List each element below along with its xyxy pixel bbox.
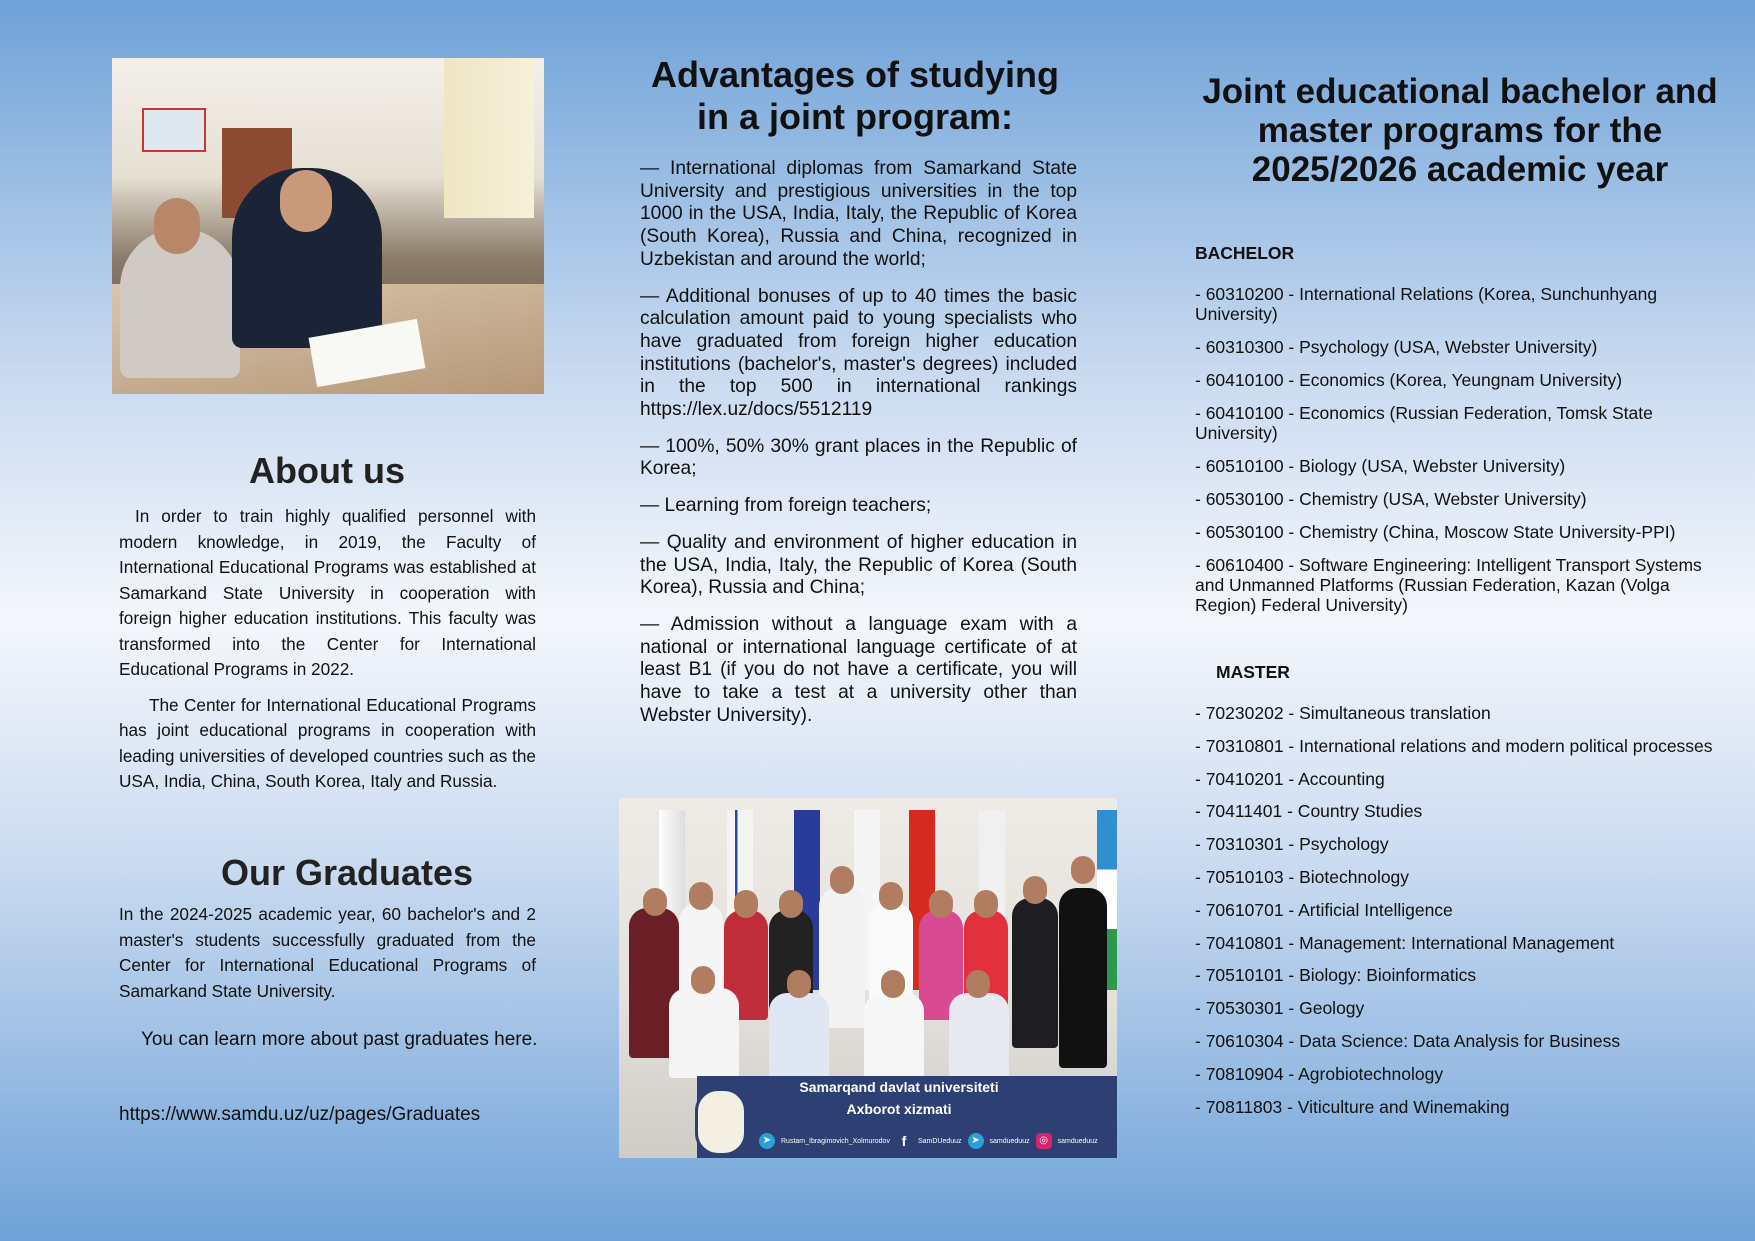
bachelor-list (1195, 284, 1725, 628)
advantage-item: — Additional bonuses of up to 40 times the basic calculation amount paid to young specialists who have graduated from foreign higher education institutions (bachelor's, master's degrees) included in the top 500 in international rankings https://lex.uz/docs/5512119 (640, 285, 1077, 421)
advantage-item: — Admission without a language exam with a national or international language certificate of at least B1 (if you do not have a certificate, you will have to take a test at a university other than Webster University). (640, 613, 1077, 726)
university-seal-icon (695, 1088, 747, 1156)
advantage-item: — Quality and environment of higher education in the USA, India, Italy, the Republic of Korea (South Korea), Russia and China; (640, 531, 1077, 599)
advantages-list (640, 158, 1077, 741)
photo-person (1059, 888, 1107, 1068)
master-program: - 70410801 - Management: International Management (1195, 932, 1615, 953)
about-paragraph: In order to train highly qualified personnel with modern knowledge, in 2019, the Faculty of International Educational Programs was established at Samarkand State University in cooperation with foreign higher education institutions. This faculty was transformed into the Center for International Educational Programs in 2022. (119, 506, 536, 679)
master-program: - 70810904 - Agrobiotechnology (1195, 1063, 1444, 1084)
graduates-title: Our Graduates (220, 852, 474, 893)
banner-telegram: Rustam_Ibragimovich_Xolmurodov (781, 1137, 890, 1145)
master-program: - 70610304 - Data Science: Data Analysis for Business (1195, 1030, 1621, 1051)
master-program: - 70410201 - Accounting (1195, 768, 1385, 789)
photo-person-head (691, 966, 715, 994)
graduates-more: You can learn more about past graduates here. (141, 1029, 538, 1050)
bachelor-program: - 60310200 - International Relations (Korea, Sunchunhyang University) (1195, 284, 1658, 324)
photo-person-head (643, 888, 667, 916)
photo-person-head (1023, 876, 1047, 904)
bachelor-program: - 60410100 - Economics (Korea, Yeungnam University) (1195, 370, 1623, 390)
master-label: MASTER (1216, 662, 1290, 682)
master-program: - 70411401 - Country Studies (1195, 801, 1423, 822)
programs-title: Joint educational bachelor and master programs for the 2025/2026 academic year (1202, 72, 1718, 189)
master-program: - 70310301 - Psychology (1195, 834, 1389, 855)
photo-person (864, 993, 924, 1078)
graduates-photo (619, 798, 1117, 1158)
banner-line-1: Samarqand davlat universiteti (799, 1079, 999, 1095)
photo-student-center-head (280, 170, 332, 232)
photo-student-left-head (154, 198, 200, 254)
advantages-title: Advantages of studying in a joint program: (650, 54, 1060, 137)
photo-person (669, 988, 739, 1078)
master-program: - 70230202 - Simultaneous translation (1195, 703, 1491, 723)
about-paragraph: The Center for International Educational Programs has joint educational programs in cooperation with leading universities of developed countries such as the USA, India, China, South Korea, Italy and Russia. (119, 694, 536, 791)
photo-person-head (1071, 856, 1095, 884)
photo-person-head (689, 882, 713, 910)
instagram-icon: ◎ (1036, 1133, 1052, 1149)
photo-person-head (787, 970, 811, 998)
banner-telegram-2: samdueduuz (989, 1137, 1030, 1145)
bachelor-program: - 60610400 - Software Engineering: Intelligent Transport Systems and Unmanned Platforms (Russian Federation, Kazan (Volga Region) Federal University) (1195, 555, 1702, 615)
photo-person-head (966, 970, 990, 998)
photo-person-head (974, 890, 998, 918)
photo-person-head (734, 890, 758, 918)
telegram-icon: ➤ (759, 1133, 775, 1149)
about-title: About us (249, 450, 405, 491)
photo-person-head (779, 890, 803, 918)
photo-person-head (929, 890, 953, 918)
photo-person-head (830, 866, 854, 894)
bachelor-program: - 60530100 - Chemistry (China, Moscow State University-PPI) (1195, 522, 1676, 542)
advantage-item: — Learning from foreign teachers; (640, 495, 932, 517)
photo-person-head (881, 970, 905, 998)
bachelor-program: - 60410100 - Economics (Russian Federation, Tomsk State University) (1195, 403, 1653, 443)
banner-instagram: samdueduuz (1057, 1137, 1098, 1145)
photo-person-head (879, 882, 903, 910)
photo-map-board (142, 108, 206, 152)
banner-facebook: SamDUeduuz (917, 1137, 962, 1145)
banner-social-row (759, 1130, 1115, 1152)
master-program: - 70510101 - Biology: Bioinformatics (1195, 965, 1477, 986)
bachelor-program: - 60530100 - Chemistry (USA, Webster University) (1195, 489, 1587, 509)
graduates-link[interactable]: https://www.samdu.uz/uz/pages/Graduates (119, 1104, 481, 1125)
advantage-item: — 100%, 50% 30% grant places in the Republic of Korea; (640, 435, 1077, 480)
bachelor-program: - 60310300 - Psychology (USA, Webster University) (1195, 337, 1598, 357)
master-list (1195, 703, 1725, 1129)
master-program: - 70610701 - Artificial Intelligence (1195, 899, 1453, 920)
photo-person (949, 993, 1009, 1078)
telegram-icon: ➤ (968, 1133, 984, 1149)
classroom-photo (112, 58, 544, 394)
bachelor-label: BACHELOR (1195, 243, 1295, 263)
photo-person (769, 993, 829, 1078)
banner-line-2: Axborot xizmati (846, 1101, 952, 1117)
bachelor-program: - 60510100 - Biology (USA, Webster University) (1195, 456, 1566, 476)
facebook-icon: f (901, 1133, 907, 1149)
about-text (119, 504, 536, 805)
advantage-item: — International diplomas from Samarkand State University and prestigious universities in the top 1000 in the USA, India, Italy, the Republic of Korea (South Korea), Russia and China, recognized in Uzbekistan and around the world; (640, 158, 1077, 270)
master-program: - 70811803 - Viticulture and Winemaking (1195, 1096, 1510, 1117)
master-program: - 70510103 - Biotechnology (1195, 866, 1410, 887)
photo-window (444, 58, 534, 218)
master-program: - 70310801 - International relations and modern political processes (1195, 735, 1713, 756)
photo-person (1012, 898, 1058, 1048)
master-program: - 70530301 - Geology (1195, 998, 1365, 1019)
graduates-text: In the 2024-2025 academic year, 60 bachelor's and 2 master's students successfully graduated from the Center for International Educational Programs of Samarkand State University. (119, 904, 536, 1001)
